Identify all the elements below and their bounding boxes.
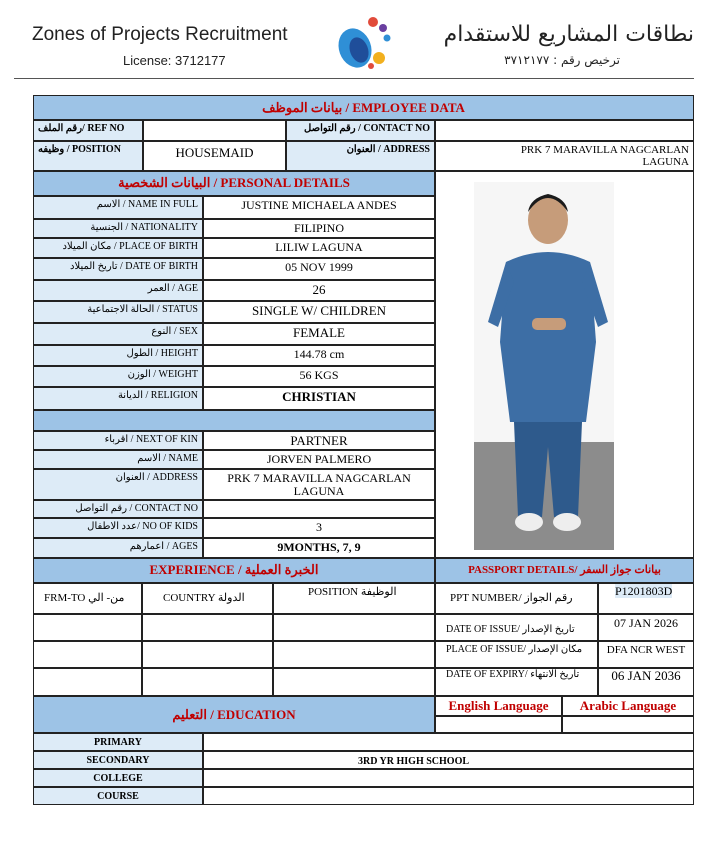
expiry-date-label: DATE OF EXPIRY/ تاريخ الانتهاء: [435, 668, 598, 696]
arabic-language-value: [562, 716, 694, 733]
issue-place-value: DFA NCR WEST: [598, 641, 694, 668]
field-label: اقرباء / NEXT OF KIN: [33, 431, 203, 450]
english-language-label: English Language: [435, 696, 562, 716]
field-value: JUSTINE MICHAELA ANDES: [203, 196, 435, 219]
field-value: 9MONTHS, 7, 9: [203, 538, 435, 558]
position-label: وظيفه / POSITION: [33, 141, 143, 171]
education-level-label: COURSE: [33, 787, 203, 805]
education-level-value: [203, 769, 694, 787]
field-label: اعمارهم / AGES: [33, 538, 203, 558]
exp-col-from-to: FRM-TO من- الي: [33, 583, 142, 614]
field-value: 56 KGS: [203, 366, 435, 387]
field-label: الجنسية / NATIONALITY: [33, 219, 203, 238]
license-en: License: 3712177: [123, 53, 226, 68]
kin-section-bar: [33, 410, 435, 431]
employee-data-title: بيانات الموظف / EMPLOYEE DATA: [33, 95, 694, 120]
field-value: 144.78 cm: [203, 345, 435, 366]
field-label: رقم التواصل / CONTACT NO: [33, 500, 203, 518]
field-value: FILIPINO: [203, 219, 435, 238]
exp-col-country: COUNTRY الدولة: [142, 583, 273, 614]
exp-cell: [33, 614, 142, 641]
header-divider: [14, 78, 694, 79]
field-value: PARTNER: [203, 431, 435, 450]
field-label: الديانة / RELIGION: [33, 387, 203, 410]
field-value: 26: [203, 280, 435, 301]
field-value: [203, 500, 435, 518]
education-level-label: COLLEGE: [33, 769, 203, 787]
field-value: PRK 7 MARAVILLA NAGCARLAN LAGUNA: [203, 469, 435, 500]
company-name-ar: نطاقات المشاريع للاستقدام: [443, 22, 694, 47]
exp-cell: [142, 668, 273, 696]
company-name-en: Zones of Projects Recruitment: [32, 24, 288, 45]
field-label: مكان الميلاد / PLACE OF BIRTH: [33, 238, 203, 258]
field-value: FEMALE: [203, 323, 435, 345]
field-label: العمر / AGE: [33, 280, 203, 301]
ppt-number-value: [598, 583, 694, 614]
candidate-photo: [436, 172, 694, 558]
field-label: الطول / HEIGHT: [33, 345, 203, 366]
field-label: الحالة الاجتماعية / STATUS: [33, 301, 203, 323]
company-logo: [333, 12, 395, 74]
education-level-value: [203, 787, 694, 805]
field-value: JORVEN PALMERO: [203, 450, 435, 469]
exp-cell: [273, 668, 435, 696]
ref-no-value: [143, 120, 286, 141]
field-label: النوع / SEX: [33, 323, 203, 345]
expiry-date-value: 06 JAN 2036: [598, 668, 694, 696]
field-label: تاريخ الميلاد / DATE OF BIRTH: [33, 258, 203, 280]
ppt-number-text: P1201803D: [615, 584, 673, 598]
field-value: 3: [203, 518, 435, 538]
field-label: العنوان / ADDRESS: [33, 469, 203, 500]
field-value: 05 NOV 1999: [203, 258, 435, 280]
issue-place-label: PLACE OF ISSUE/ مكان الإصدار: [435, 641, 598, 668]
address-label: العنوان / ADDRESS: [286, 141, 435, 171]
field-value: LILIW LAGUNA: [203, 238, 435, 258]
position-value: HOUSEMAID: [143, 141, 286, 171]
ref-no-label: رقم الملف/ REF NO: [33, 120, 143, 141]
issue-date-label: DATE OF ISSUE/ تاريخ الإصدار: [435, 614, 598, 641]
exp-cell: [273, 614, 435, 641]
education-title: التعليم / EDUCATION: [33, 696, 435, 733]
exp-cell: [33, 641, 142, 668]
field-label: الاسم / NAME IN FULL: [33, 196, 203, 219]
education-level-value: [203, 733, 694, 751]
passport-title: PASSPORT DETAILS/ بيانات جواز السفر: [435, 558, 694, 583]
exp-cell: [142, 641, 273, 668]
issue-date-value: 07 JAN 2026: [598, 614, 694, 641]
field-value: SINGLE W/ CHILDREN: [203, 301, 435, 323]
field-label: عدد الاطفال/ NO OF KIDS: [33, 518, 203, 538]
field-label: الاسم / NAME: [33, 450, 203, 469]
exp-cell: [33, 668, 142, 696]
candidate-photo-frame: [435, 171, 694, 558]
license-ar: ترخيص رقم : ٣٧١٢١٧٧: [504, 53, 620, 67]
contact-no-value: [435, 120, 694, 141]
education-level-value: 3RD YR HIGH SCHOOL: [203, 751, 694, 769]
exp-col-position: POSITION الوظيفة: [273, 583, 435, 614]
education-level-label: SECONDARY: [33, 751, 203, 769]
arabic-language-label: Arabic Language: [562, 696, 694, 716]
education-level-label: PRIMARY: [33, 733, 203, 751]
address-value: PRK 7 MARAVILLA NAGCARLAN LAGUNA: [435, 141, 694, 171]
field-label: الوزن / WEIGHT: [33, 366, 203, 387]
ppt-number-label: PPT NUMBER/ رقم الجواز: [435, 583, 598, 614]
experience-title: EXPERIENCE / الخبرة العملية: [33, 558, 435, 583]
field-value: CHRISTIAN: [203, 387, 435, 410]
personal-details-title: البيانات الشخصية / PERSONAL DETAILS: [33, 171, 435, 196]
exp-cell: [273, 641, 435, 668]
exp-cell: [142, 614, 273, 641]
contact-no-label: رقم التواصل / CONTACT NO: [286, 120, 435, 141]
english-language-value: [435, 716, 562, 733]
